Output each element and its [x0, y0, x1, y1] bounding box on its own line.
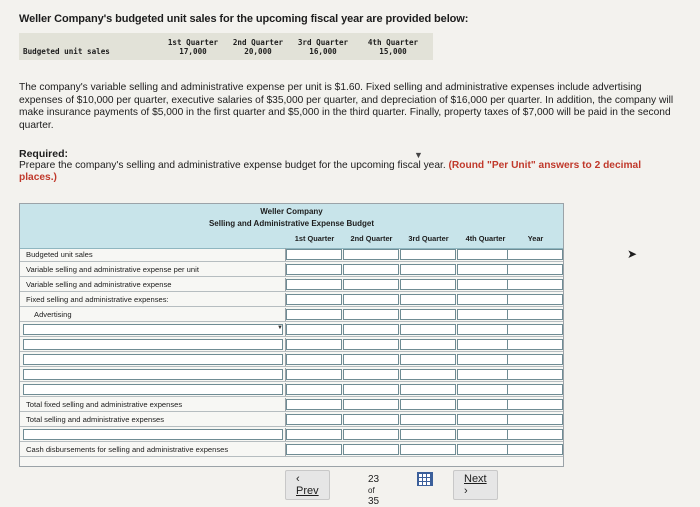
column-header-q1: 1st Quarter [294, 234, 335, 243]
row-label: Cash disbursements for selling and administrative expenses [26, 445, 229, 454]
worksheet-row [20, 398, 563, 412]
amount-input[interactable] [286, 249, 342, 260]
amount-input[interactable] [286, 339, 342, 350]
problem-paragraph: The company's variable selling and administrative expense per unit is $1.60. Fixed selling and administrative expenses include advertising expenses of $10,000 per quarter, executive salaries of $35,000 per quarter, and depreciation of $16,000 per quarter. In addition, the company will make insurance payments of $5,000 in the first quarter and $5,000 in the third quarter. Finally, property taxes of $7,000 will be paid in the second quarter. [19, 82, 674, 131]
amount-input[interactable] [400, 384, 456, 395]
row-label-cell [20, 248, 286, 261]
row-label-cell [20, 338, 286, 351]
row-label: Variable selling and administrative expense per unit [26, 265, 199, 274]
amount-input[interactable] [343, 309, 399, 320]
amount-input[interactable] [343, 294, 399, 305]
row-label-field[interactable] [23, 384, 283, 395]
amount-input[interactable] [343, 429, 399, 440]
question-intro: Weller Company's budgeted unit sales for the upcoming fiscal year are provided below: [19, 13, 469, 25]
worksheet-row [20, 443, 563, 457]
column-header-q4: 4th Quarter [465, 234, 506, 243]
amount-input[interactable] [507, 444, 563, 455]
required-body [19, 160, 679, 184]
amount-input[interactable] [400, 324, 456, 335]
budget-worksheet [19, 203, 564, 467]
amount-input[interactable] [343, 339, 399, 350]
row-label: Total fixed selling and administrative expenses [26, 400, 183, 409]
next-button[interactable]: Next › [453, 470, 498, 500]
row-label: Fixed selling and administrative expenses: [26, 295, 169, 304]
amount-input[interactable] [286, 294, 342, 305]
amount-input[interactable] [457, 264, 513, 275]
quarter-value: 16,000 [309, 47, 337, 56]
amount-input[interactable] [400, 399, 456, 410]
amount-input[interactable] [343, 369, 399, 380]
amount-input[interactable] [507, 279, 563, 290]
amount-input[interactable] [343, 414, 399, 425]
amount-input[interactable] [457, 354, 513, 365]
amount-input[interactable] [286, 264, 342, 275]
row-label-cell [20, 353, 286, 366]
amount-input[interactable] [343, 399, 399, 410]
amount-input[interactable] [507, 354, 563, 365]
amount-input[interactable] [507, 399, 563, 410]
row-label-field[interactable] [23, 429, 283, 440]
amount-input[interactable] [400, 444, 456, 455]
amount-input[interactable] [507, 294, 563, 305]
amount-input[interactable] [507, 324, 563, 335]
quarter-header: 3rd Quarter [297, 38, 349, 47]
amount-input[interactable] [457, 279, 513, 290]
required-text: Prepare the company's selling and administrative expense budget for the upcoming fiscal year. [19, 160, 446, 171]
amount-input[interactable] [286, 384, 342, 395]
sales-label: Budgeted unit sales [23, 47, 110, 56]
amount-input[interactable] [457, 324, 513, 335]
row-label-cell [20, 383, 286, 396]
row-label-cell [20, 368, 286, 381]
row-label-cell [20, 443, 286, 456]
quarter-header: 2nd Quarter [232, 38, 284, 47]
worksheet-row [20, 323, 563, 337]
worksheet-header [20, 204, 563, 249]
amount-input[interactable] [400, 414, 456, 425]
amount-input[interactable] [286, 354, 342, 365]
row-label: Variable selling and administrative expense [26, 280, 172, 289]
amount-input[interactable] [400, 279, 456, 290]
amount-input[interactable] [457, 369, 513, 380]
amount-input[interactable] [507, 249, 563, 260]
amount-input[interactable] [457, 384, 513, 395]
grid-icon[interactable] [417, 472, 433, 486]
row-label: Total selling and administrative expenses [26, 415, 165, 424]
amount-input[interactable] [286, 429, 342, 440]
worksheet-row [20, 428, 563, 442]
worksheet-row [20, 353, 563, 367]
row-label-cell [20, 263, 286, 276]
row-label-field[interactable] [23, 339, 283, 350]
prev-label: Prev [296, 485, 319, 497]
row-label-cell [20, 293, 286, 306]
amount-input[interactable] [507, 414, 563, 425]
amount-input[interactable] [343, 354, 399, 365]
amount-input[interactable] [507, 264, 563, 275]
amount-input[interactable] [400, 369, 456, 380]
amount-input[interactable] [286, 309, 342, 320]
amount-input[interactable] [400, 354, 456, 365]
prev-button[interactable]: ‹ Prev [285, 470, 330, 500]
quarter-value: 15,000 [379, 47, 407, 56]
rounding-note: (Round "Per Unit" answers to 2 decimal places.) [19, 160, 642, 183]
quarter-value: 20,000 [244, 47, 272, 56]
pin-icon: ▼ [414, 150, 423, 160]
worksheet-row [20, 293, 563, 307]
amount-input[interactable] [286, 369, 342, 380]
worksheet-row [20, 413, 563, 427]
chevron-down-icon[interactable]: ▼ [277, 325, 283, 331]
row-label-field[interactable] [23, 369, 283, 380]
row-label-cell [20, 428, 286, 441]
amount-input[interactable] [343, 264, 399, 275]
amount-input[interactable] [343, 279, 399, 290]
amount-input[interactable] [343, 384, 399, 395]
current-page: 23 [368, 474, 380, 485]
row-label-cell [20, 278, 286, 291]
amount-input[interactable] [400, 429, 456, 440]
amount-input[interactable] [286, 399, 342, 410]
column-header-q3: 3rd Quarter [408, 234, 449, 243]
row-label-cell [20, 323, 286, 336]
amount-input[interactable] [457, 339, 513, 350]
budgeted-sales-table [19, 33, 433, 60]
row-label-cell [20, 398, 286, 411]
row-label: Advertising [34, 310, 72, 319]
amount-input[interactable] [457, 294, 513, 305]
amount-input[interactable] [286, 324, 342, 335]
amount-input[interactable] [286, 279, 342, 290]
amount-input[interactable] [400, 294, 456, 305]
row-label-field[interactable] [23, 354, 283, 365]
amount-input[interactable] [507, 339, 563, 350]
amount-input[interactable] [343, 324, 399, 335]
row-label-cell [20, 413, 286, 426]
amount-input[interactable] [457, 429, 513, 440]
amount-input[interactable] [457, 309, 513, 320]
total-pages: 35 [368, 496, 380, 507]
quarter-header: 1st Quarter [167, 38, 219, 47]
amount-input[interactable] [507, 309, 563, 320]
worksheet-row [20, 308, 563, 322]
amount-input[interactable] [507, 384, 563, 395]
worksheet-row [20, 368, 563, 382]
amount-input[interactable] [286, 414, 342, 425]
amount-input[interactable] [457, 399, 513, 410]
amount-input[interactable] [507, 429, 563, 440]
amount-input[interactable] [400, 264, 456, 275]
amount-input[interactable] [400, 339, 456, 350]
worksheet-row [20, 263, 563, 277]
amount-input[interactable] [400, 309, 456, 320]
quarter-value: 17,000 [179, 47, 207, 56]
quarter-header: 4th Quarter [367, 38, 419, 47]
amount-input[interactable] [343, 444, 399, 455]
row-label: Budgeted unit sales [26, 250, 93, 259]
worksheet-row [20, 248, 563, 262]
column-header-year: Year [527, 234, 544, 243]
row-label-cell [20, 308, 286, 321]
amount-input[interactable] [457, 444, 513, 455]
worksheet-row [20, 338, 563, 352]
amount-input[interactable] [457, 249, 513, 260]
amount-input[interactable] [457, 414, 513, 425]
company-name: Weller Company [260, 207, 323, 216]
page-indicator [368, 474, 379, 507]
amount-input[interactable] [400, 249, 456, 260]
next-label: Next [464, 473, 487, 485]
amount-input[interactable] [343, 249, 399, 260]
page-of: of [368, 486, 375, 495]
cursor-icon: ➤ [627, 247, 638, 261]
amount-input[interactable] [507, 369, 563, 380]
budget-title: Selling and Administrative Expense Budget [208, 219, 375, 228]
worksheet-row [20, 278, 563, 292]
required-title: Required: [19, 148, 69, 160]
worksheet-row [20, 383, 563, 397]
column-header-q2: 2nd Quarter [350, 234, 393, 243]
row-label-dropdown[interactable] [23, 324, 283, 335]
amount-input[interactable] [286, 444, 342, 455]
